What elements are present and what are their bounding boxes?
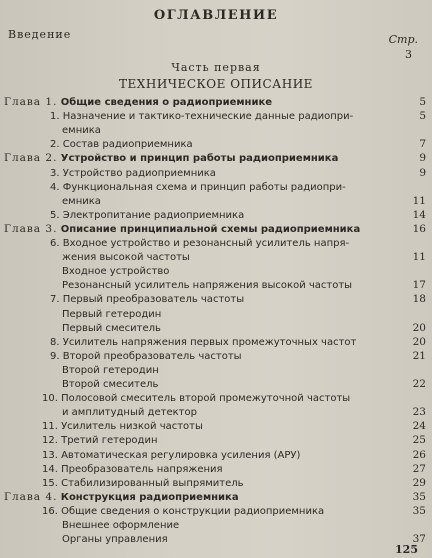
entry-page-number: 22	[412, 378, 426, 390]
entry-text: 3. Устройство радиоприемника	[50, 167, 216, 179]
chapter-label: Глава 1.	[4, 96, 58, 108]
toc-entry	[0, 209, 432, 222]
toc-entry	[0, 392, 432, 405]
toc-entry	[0, 336, 432, 349]
toc-entry	[0, 378, 432, 391]
entry-text: 9. Второй преобразователь частоты	[50, 350, 242, 362]
entry-text: 13. Автоматическая регулировка усиления (АРУ)	[42, 449, 301, 461]
entry-page-number: 16	[412, 222, 426, 235]
entry-page-number: 35	[412, 504, 426, 517]
toc-chapter	[0, 223, 432, 236]
entry-page-number: 35	[412, 490, 426, 503]
toc-entry	[0, 124, 432, 137]
entry-page-number: 27	[412, 462, 426, 475]
toc-entry	[0, 519, 432, 532]
entry-text: 8. Усилитель напряжения первых промежуточных частот	[50, 336, 357, 348]
toc-entry	[0, 322, 432, 335]
part-title: ТЕХНИЧЕСКОЕ ОПИСАНИЕ	[119, 77, 313, 91]
chapter-title: Общие сведения о радиоприемнике	[60, 97, 273, 108]
entry-text: 7. Первый преобразователь частоты	[50, 294, 245, 306]
toc-entry	[0, 533, 432, 546]
chapter-title: Устройство и принцип работы радиоприемника	[60, 153, 339, 165]
entry-text: и амплитудный детектор	[62, 407, 197, 419]
chapter-label: Глава 3.	[4, 222, 58, 235]
toc-chapter	[0, 96, 432, 109]
toc-entry	[0, 181, 432, 194]
entry-text: 10. Полосовой смеситель второй промежуточной частоты	[42, 393, 351, 405]
entry-text: 14. Преобразователь напряжения	[42, 463, 223, 475]
entry-text: 11. Усилитель низкой частоты	[42, 421, 203, 433]
entry-page-number: 29	[412, 476, 426, 489]
entry-page-number: 26	[412, 448, 426, 461]
entry-page-number: 5	[419, 96, 426, 108]
entry-text: 5. Электропитание радиоприемника	[50, 209, 245, 221]
entry-page-number: 11	[412, 251, 426, 264]
toc-entry	[0, 420, 432, 433]
entry-text: Второй гетеродин	[62, 364, 159, 376]
toc-entry	[0, 293, 432, 306]
entry-text: 2. Состав радиоприемника	[50, 139, 193, 151]
toc-entry	[0, 406, 432, 419]
toc-entry	[0, 434, 432, 447]
entry-page-number: 20	[412, 335, 426, 348]
toc-chapter	[0, 491, 432, 504]
entry-page-number: 20	[412, 321, 426, 334]
entry-page-number: 21	[412, 349, 426, 362]
toc-entry	[0, 195, 432, 208]
entry-text: Органы управления	[62, 534, 168, 546]
entry-page-number: 7	[419, 138, 426, 151]
toc-entry	[0, 505, 432, 518]
entry-page-number: 23	[412, 406, 426, 419]
entry-text: Первый гетеродин	[62, 308, 162, 320]
toc-entry	[0, 251, 432, 264]
entry-text: Внешнее оформление	[62, 520, 180, 531]
entry-text: 4. Функциональная схема и принцип работы радиопри-	[50, 181, 346, 193]
entry-text: 15. Стабилизированный выпрямитель	[42, 477, 244, 489]
toc-entry	[0, 364, 432, 377]
entry-text: Резонансный усилитель напряжения высокой частоты	[62, 280, 353, 292]
chapter-label: Глава 2.	[4, 152, 58, 165]
toc-entry	[0, 138, 432, 151]
chapter-label: Глава 4.	[4, 490, 58, 503]
toc-entry	[0, 463, 432, 476]
entry-text: 1. Назначение и тактико-технические данные радиопри-	[50, 111, 354, 123]
entry-page-number: 25	[412, 434, 426, 447]
entry-text: Второй смеситель	[62, 379, 159, 390]
entry-page-number: 37	[412, 533, 426, 546]
toc-entry	[0, 265, 432, 278]
entry-page-number: 18	[412, 293, 426, 306]
entry-page-number: 17	[412, 279, 426, 292]
toc-entry	[0, 167, 432, 180]
toc-entry	[0, 110, 432, 123]
entry-text: емника	[62, 195, 101, 207]
toc-entry	[0, 308, 432, 321]
toc-chapter	[0, 152, 432, 165]
entry-text: Входное устройство	[62, 266, 170, 278]
toc-title: ОГЛАВЛЕНИЕ	[153, 8, 279, 23]
entry-text: 12. Третий гетеродин	[42, 435, 158, 447]
intro-label: Введение	[8, 28, 72, 41]
toc-entry	[0, 350, 432, 363]
toc-entry	[0, 237, 432, 250]
entry-text: жения высокой частоты	[62, 252, 190, 264]
entry-text: Первый смеситель	[62, 322, 161, 334]
intro-page-number: 3	[405, 48, 412, 61]
toc-entry	[0, 279, 432, 292]
entry-text: емника	[62, 125, 101, 137]
entry-page-number: 9	[419, 152, 426, 165]
entry-page-number: 11	[412, 194, 426, 207]
page-column-label: Стр.	[388, 33, 418, 46]
entry-page-number: 9	[419, 166, 426, 179]
entry-text: 6. Входное устройство и резонансный усилитель напря-	[50, 238, 350, 249]
part-heading: Часть первая	[171, 61, 261, 74]
chapter-title: Конструкция радиоприемника	[60, 491, 239, 503]
entry-text: 16. Общие сведения о конструкции радиоприемника	[42, 505, 325, 517]
entry-page-number: 14	[412, 208, 426, 221]
page-number: 125	[395, 543, 418, 556]
chapter-title: Описание принципиальной схемы радиоприемника	[60, 223, 361, 235]
toc-entry	[0, 477, 432, 490]
toc-entry	[0, 449, 432, 462]
entry-page-number: 24	[412, 420, 426, 433]
entry-page-number: 5	[419, 110, 426, 123]
